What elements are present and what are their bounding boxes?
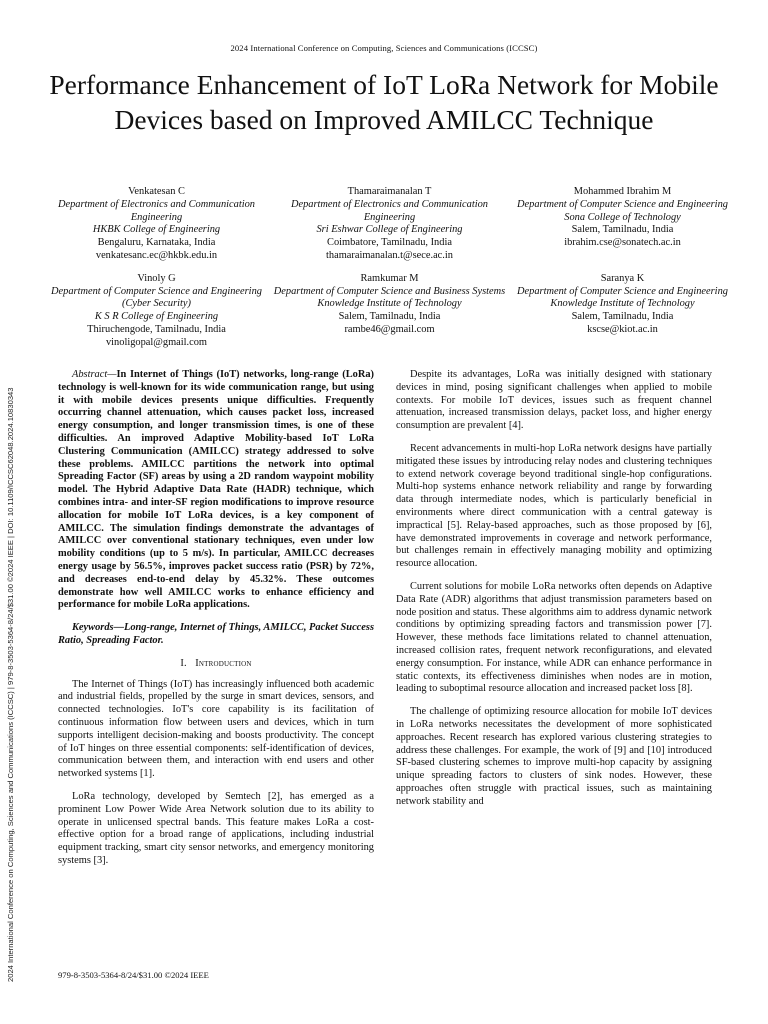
keywords-lead: Keywords—	[72, 622, 124, 634]
author-institution: Sri Eshwar College of Engineering	[316, 224, 463, 236]
side-identifier: 2024 International Conference on Computing, Sciences and Communications (ICCSC) | 979-8-3503-5364-8/24/$31.00 ©2024 IEEE | DOI: 10.1109/ICCSC62048.2024.10830343	[6, 387, 15, 982]
abstract-lead: Abstract—	[72, 369, 117, 380]
author-location: Coimbatore, Tamilnadu, India	[327, 237, 452, 249]
section-number: I.	[180, 657, 187, 669]
author-email[interactable]: vinoligopal@gmail.com	[105, 336, 208, 348]
author-card	[273, 273, 506, 350]
author-card	[506, 273, 739, 350]
author-name: Thamaraimanalan T	[347, 186, 432, 197]
author-institution: Sona College of Technology	[564, 211, 681, 223]
body-paragraph: Current solutions for mobile LoRa networks often depends on Adaptive Data Rate (ADR) algorithms that adjust transmission parameters based on node position and status. These algorithms aim to address dynamic network conditions by optimizing spreading factors and transmission power [7]. However, these methods face limitations related to channel attenuation, increased collision rates, frequent network reconfigurations, and elevated energy consumption. For instance, while ADR can enhance performance in static contexts, its effectiveness diminishes when nodes are in motion, leading to suboptimal resource allocation and increased packet loss [8].	[396, 580, 712, 695]
keywords-paragraph	[58, 622, 374, 648]
abstract-text: In Internet of Things (IoT) networks, long-range (LoRa) technology is well-known for its wide communication range, but using it with mobile devices presents unique difficulties. Frequently occurring channel attenuation, which causes packet loss, increased energy consumption, and longer transmission times, is one of these difficulties. An improved Adaptive Mobility-based IoT LoRa Clustering Communication (AMILCC) strategy addressed to solve these problems. AMILCC partitions the network into optimal Spreading Factor (SF) areas by using a 2D random waypoint mobility model. The Hybrid Adaptive Data Rate (HADR) technique, which combines intra- and inter-SF region modifications to improve resource allocation for mobile IoT LoRa devices, is a key component of AMILCC. The simulation findings demonstrate the advantages of AMILCC over conventional stationary techniques, even under low mobility conditions (up to 5 m/s). In particular, AMILCC decreases energy usage by 56.5%, improves packet success ratio (PSR) by 72%, and decreases end-to-end delay by 45.32%. These outcomes demonstrate how well AMILCC works to enhance efficiency and performance for mobile LoRa applications.	[58, 369, 374, 611]
author-institution: Knowledge Institute of Technology	[550, 298, 695, 310]
author-row	[40, 273, 740, 350]
body-paragraph: Recent advancements in multi-hop LoRa network designs have partially mitigated these issues by introducing relay nodes and clustering techniques to extend network coverage beyond traditional single-hop configurations. Multi-hop systems enhance network reliability and range by forwarding data through intermediate nodes, which is particularly beneficial in environments where direct communication with a central gateway is impractical [5]. Relay-based approaches, such as those proposed by [6], have demonstrated improvements in coverage and network performance, but challenges remain in effectively managing mobility and optimizing resource allocation.	[396, 442, 712, 570]
author-email[interactable]: kscse@kiot.ac.in	[587, 323, 658, 335]
author-location: Salem, Tamilnadu, India	[571, 224, 674, 236]
author-location: Salem, Tamilnadu, India	[338, 311, 441, 323]
keywords-text: Long-range, Internet of Things, AMILCC, Packet Success Ratio, Spreading Factor.	[58, 622, 374, 646]
body-paragraph: LoRa technology, developed by Semtech [2], has emerged as a prominent Low Power Wide Area Network solution due to its ability to operate in unlicensed spectral bands. This feature makes LoRa a cost-effective option for a broad range of applications, including industrial equipment tracking, smart city sensor networks, and emergency monitoring systems [3].	[58, 790, 374, 866]
author-name: Vinoly G	[137, 272, 176, 284]
author-email[interactable]: rambe46@gmail.com	[344, 323, 435, 335]
author-email[interactable]: ibrahim.cse@sonatech.ac.in	[564, 237, 681, 249]
author-location: Salem, Tamilnadu, India	[571, 311, 674, 323]
author-institution: HKBK College of Engineering	[92, 224, 221, 236]
author-name: Venkatesan C	[128, 186, 185, 197]
author-institution: K S R College of Engineering	[94, 311, 219, 323]
author-name: Ramkumar M	[360, 272, 419, 284]
author-department: Department of Electronics and Communication Engineering	[290, 198, 488, 223]
author-name: Mohammed Ibrahim M	[573, 186, 672, 197]
section-heading-introduction	[58, 658, 374, 671]
author-department: Department of Computer Science and Business Systems	[273, 285, 506, 297]
author-institution: Knowledge Institute of Technology	[317, 298, 462, 310]
author-card	[40, 186, 273, 263]
author-card	[273, 186, 506, 263]
author-location: Thiruchengode, Tamilnadu, India	[87, 323, 226, 335]
footer-identifier: 979-8-3503-5364-8/24/$31.00 ©2024 IEEE	[58, 970, 209, 980]
author-row	[40, 186, 740, 263]
paper-title: Performance Enhancement of IoT LoRa Network for Mobile Devices based on Improved AMILCC Technique	[49, 69, 719, 135]
body-columns	[58, 369, 738, 921]
author-department: Department of Computer Science and Engineering	[517, 198, 728, 210]
author-card	[506, 186, 739, 263]
conference-header: 2024 International Conference on Computing, Sciences and Communications (ICCSC)	[230, 43, 538, 53]
abstract-paragraph	[58, 369, 374, 612]
author-email[interactable]: thamaraimanalan.t@sece.ac.in	[326, 249, 453, 261]
author-department: Department of Electronics and Communication Engineering	[57, 198, 255, 223]
body-paragraph: The challenge of optimizing resource allocation for mobile IoT devices in LoRa networks necessitates the development of more sophisticated approaches. Recent research has explored various clustering strategies to address these challenges. For example, the work of [9] and [10] introduced SF-based clustering schemes to improve multi-hop capacity by assigning unique spreading factors to clusters of sink nodes. However, these approaches often struggle with practical issues, such as maintaining network stability and	[396, 706, 712, 807]
author-department: Department of Computer Science and Engineering	[517, 285, 728, 297]
body-paragraph: The Internet of Things (IoT) has increasingly influenced both academic and industrial fields, propelled by the surge in smart devices, sensors, and connected technologies. IoT's core capability is its facilitation of continuous information flow between users and devices, which in turn supports intelligent decision-making and boosts productivity. The concept of IoT hinges on three essential components: self-identification of devices, communication between them, and interaction with end users and other networked systems [1].	[58, 678, 374, 780]
author-location: Bengaluru, Karnataka, India	[97, 237, 216, 249]
body-paragraph: Despite its advantages, LoRa was initially designed with stationary devices in mind, posing significant challenges when applied to mobile contexts. For mobile IoT devices, issues such as frequent channel attenuation, increased transmission delays, packet loss, and higher energy consumption are prevalent [4].	[396, 369, 712, 432]
author-name: Saranya K	[600, 272, 645, 284]
section-title: Introduction	[195, 657, 252, 669]
author-email[interactable]: venkatesanc.ec@hkbk.edu.in	[95, 249, 218, 261]
right-column	[396, 369, 712, 819]
left-column	[58, 369, 374, 878]
author-card	[40, 273, 273, 350]
author-department: Department of Computer Science and Engineering (Cyber Security)	[51, 285, 262, 310]
author-block	[40, 186, 740, 350]
